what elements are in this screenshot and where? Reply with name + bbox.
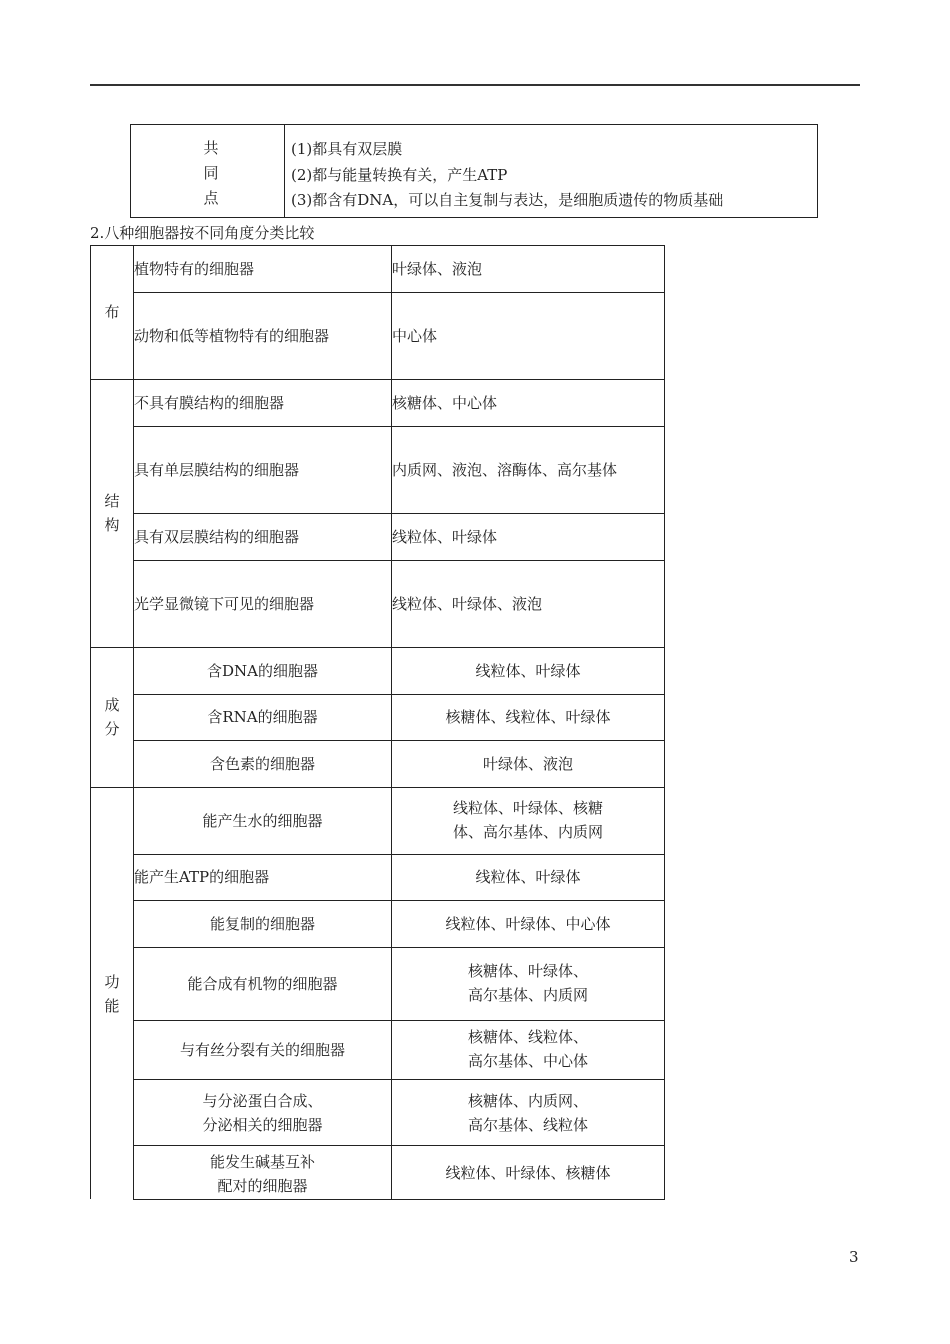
row-line [133, 292, 665, 293]
row-desc: 能复制的细胞器 [209, 915, 315, 933]
row-organelles: 线粒体、叶绿体、中心体 [445, 915, 611, 933]
row-line [133, 1079, 665, 1080]
common-points-table [130, 124, 818, 218]
label-char: 共 [203, 139, 219, 157]
row-desc: 能产生ATP的细胞器 [134, 868, 270, 886]
row-line [133, 513, 665, 514]
group-line [90, 787, 665, 788]
row-desc: 与有丝分裂有关的细胞器 [179, 1041, 345, 1059]
row-line [133, 947, 665, 948]
row-desc: 与分泌蛋白合成、 分泌相关的细胞器 [202, 1092, 323, 1134]
row-desc: 具有双层膜结构的细胞器 [134, 528, 300, 546]
row-line [133, 426, 665, 427]
row-organelles: 内质网、液泡、溶酶体、高尔基体 [392, 461, 618, 479]
common-points-list [291, 137, 723, 214]
table-bottom-line [133, 1199, 665, 1200]
row-organelles: 核糖体、线粒体、 高尔基体、中心体 [467, 1028, 588, 1070]
label-char: 同 [203, 164, 219, 182]
common-points-label [131, 125, 285, 217]
row-organelles: 中心体 [392, 327, 438, 345]
row-desc: 动物和低等植物特有的细胞器 [134, 327, 330, 345]
row-desc: 植物特有的细胞器 [134, 260, 255, 278]
row-organelles: 线粒体、叶绿体 [475, 868, 581, 886]
row-line [133, 740, 665, 741]
table-right-border [664, 245, 665, 1200]
row-desc: 能发生碱基互补 配对的细胞器 [209, 1153, 315, 1195]
row-organelles: 线粒体、叶绿体、液泡 [392, 595, 543, 613]
row-line [133, 900, 665, 901]
header-rule [90, 84, 860, 86]
table-top-border [90, 245, 665, 246]
row-desc: 具有单层膜结构的细胞器 [134, 461, 300, 479]
row-organelles: 核糖体、内质网、 高尔基体、线粒体 [467, 1092, 588, 1134]
common-point-item: (1)都具有双层膜 [291, 140, 403, 158]
row-organelles: 叶绿体、液泡 [392, 260, 483, 278]
row-organelles: 线粒体、叶绿体、核糖 体、高尔基体、内质网 [452, 799, 603, 841]
row-line [133, 1020, 665, 1021]
category-function: 功 能 [104, 973, 120, 1015]
row-organelles: 线粒体、叶绿体 [392, 528, 498, 546]
row-line [133, 694, 665, 695]
row-line [133, 854, 665, 855]
row-organelles: 线粒体、叶绿体、核糖体 [445, 1164, 611, 1182]
category-composition: 成 分 [104, 696, 120, 738]
common-point-item: (2)都与能量转换有关，产生ATP [291, 165, 508, 184]
table-left-border [90, 245, 91, 1199]
common-point-item: (3)都含有DNA，可以自主复制与表达，是细胞质遗传的物质基础 [291, 191, 724, 209]
row-desc: 能产生水的细胞器 [202, 812, 323, 830]
row-line [133, 1145, 665, 1146]
row-organelles: 核糖体、叶绿体、 高尔基体、内质网 [467, 962, 588, 1004]
row-desc: 含DNA的细胞器 [207, 662, 318, 680]
row-line [133, 560, 665, 561]
category-structure: 结 构 [104, 492, 120, 534]
row-organelles: 核糖体、线粒体、叶绿体 [445, 708, 611, 726]
row-desc: 不具有膜结构的细胞器 [134, 394, 285, 412]
section-title: 2.八种细胞器按不同角度分类比较 [90, 224, 315, 242]
row-organelles: 线粒体、叶绿体 [475, 662, 581, 680]
row-desc: 光学显微镜下可见的细胞器 [134, 595, 315, 613]
page-number: 3 [849, 1248, 859, 1266]
row-desc: 能合成有机物的细胞器 [187, 975, 338, 993]
category-distribution: 布 [104, 303, 120, 321]
group-line [90, 379, 665, 380]
group-line [90, 647, 665, 648]
row-organelles: 核糖体、中心体 [392, 394, 498, 412]
row-desc: 含RNA的细胞器 [207, 708, 318, 726]
row-desc: 含色素的细胞器 [209, 755, 315, 773]
label-char: 点 [203, 189, 219, 207]
row-organelles: 叶绿体、液泡 [482, 755, 573, 773]
